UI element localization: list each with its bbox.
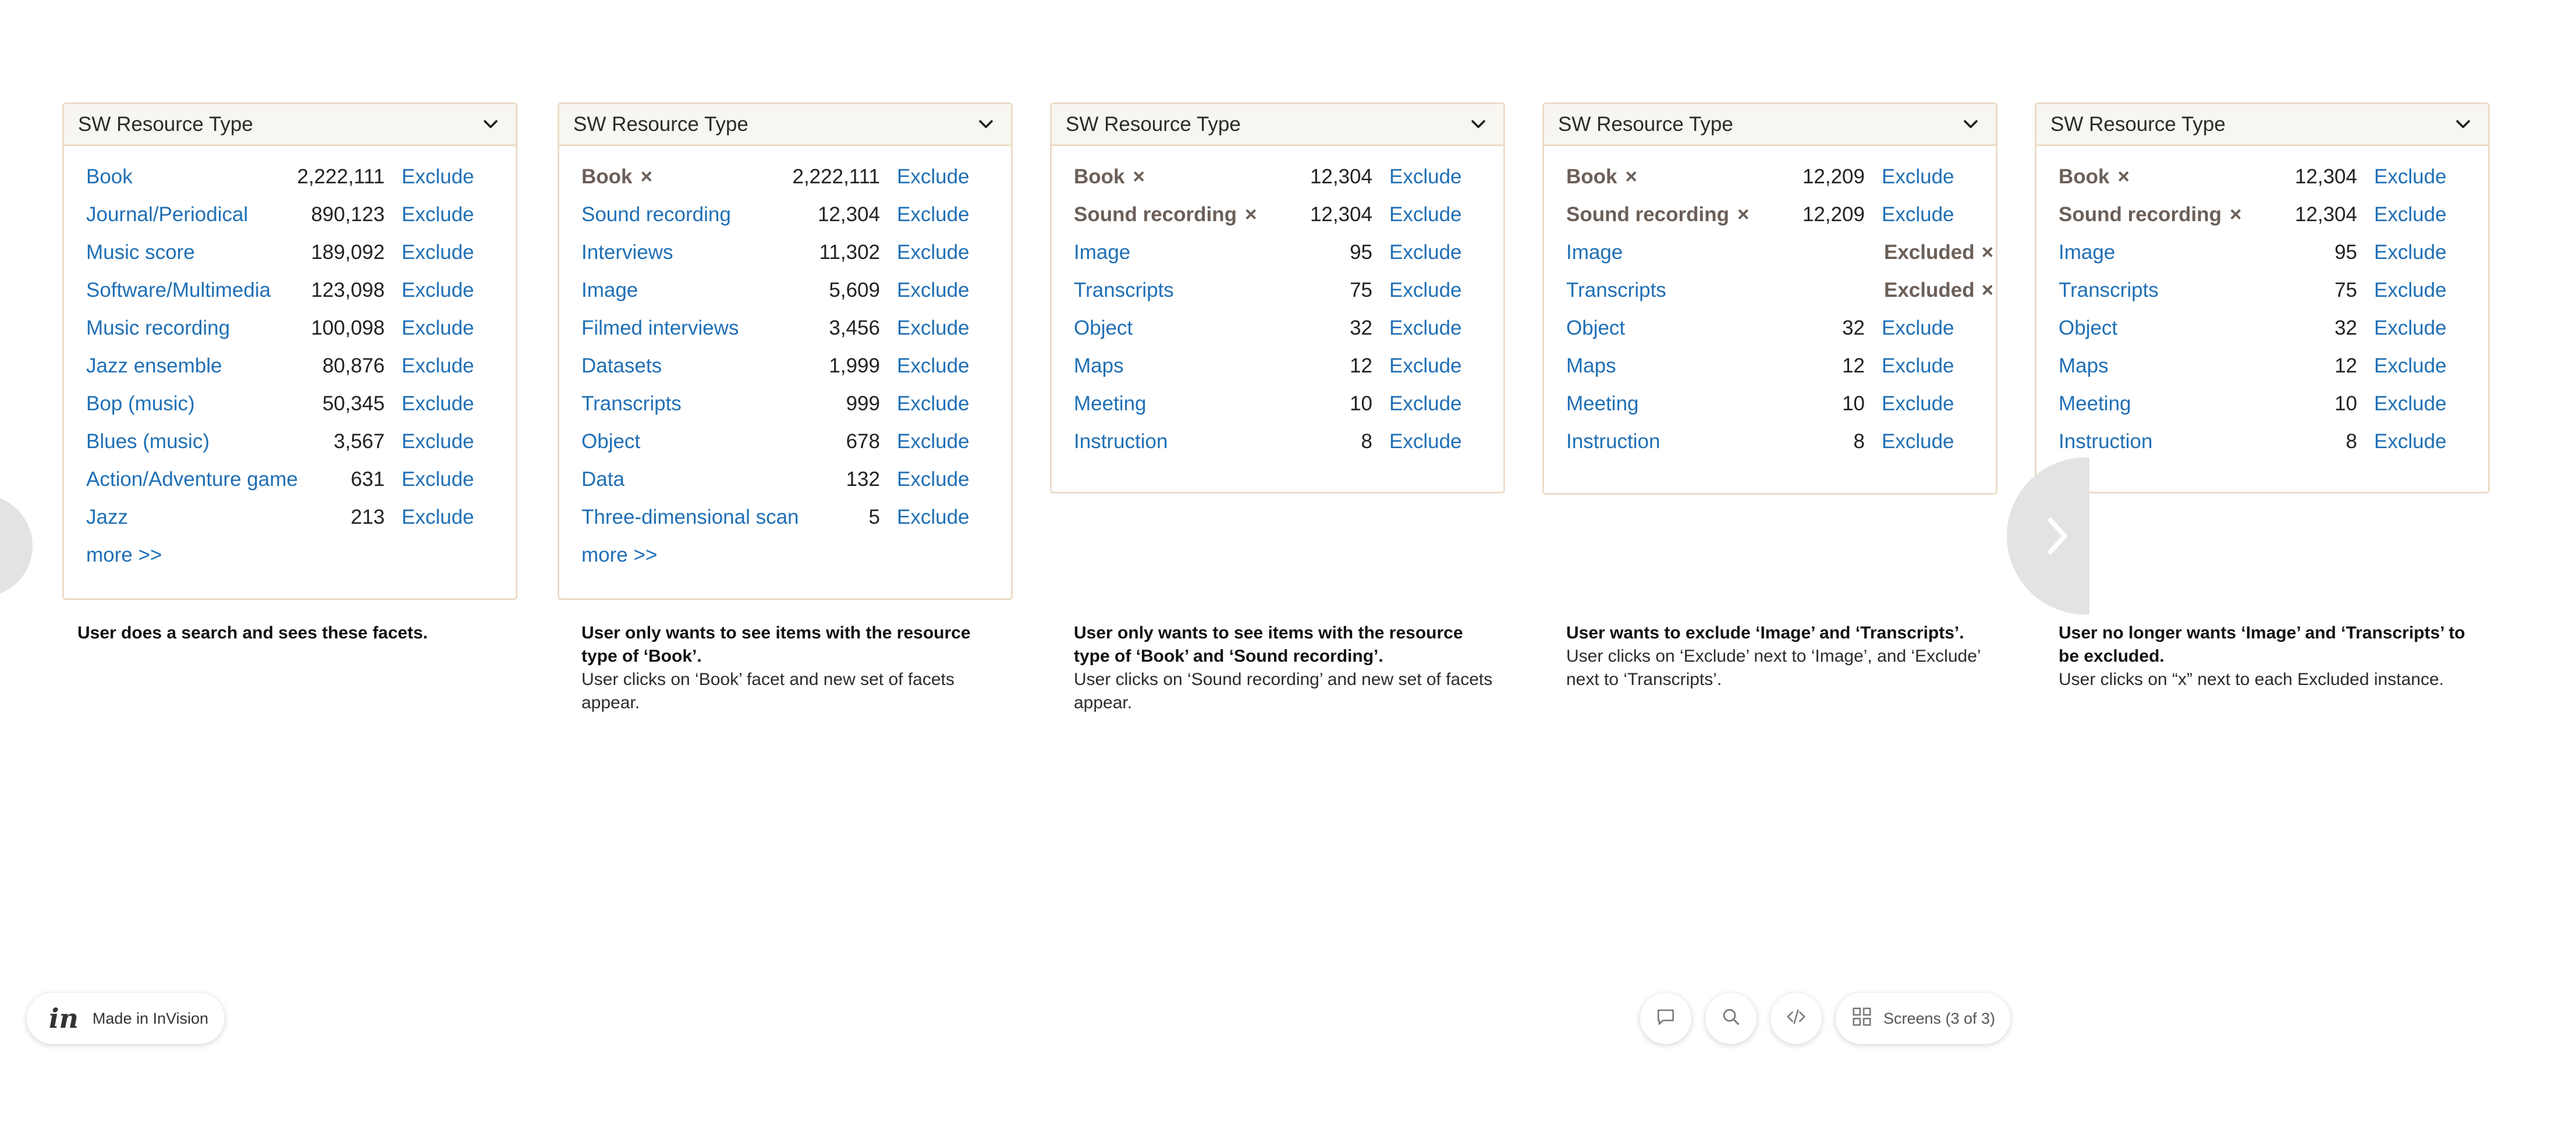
facet-link[interactable]: Datasets — [581, 354, 662, 377]
exclude-link[interactable]: Exclude — [402, 505, 474, 528]
caption-text: User clicks on “x” next to each Excluded instance. — [2059, 670, 2444, 689]
exclude-link[interactable]: Exclude — [1389, 354, 1462, 377]
caption-title: User no longer wants ‘Image’ and ‘Transcripts’ to be excluded. — [2059, 623, 2465, 666]
exclude-link[interactable]: Exclude — [2374, 392, 2447, 415]
facet-label: Sound recording — [1074, 203, 1237, 226]
exclude-link[interactable]: Exclude — [1882, 165, 1954, 188]
facet-count: 12,209 — [1802, 203, 1865, 226]
facet-link[interactable]: Data — [581, 467, 625, 491]
caption-text: User clicks on ‘Sound recording’ and new set of facets appear. — [1074, 670, 1493, 712]
facet-row — [559, 385, 1011, 423]
facet-row — [559, 460, 1011, 498]
facet-link[interactable]: Image — [581, 278, 638, 301]
excluded-label: Excluded — [1884, 278, 1975, 301]
facet-count: 10 — [2334, 392, 2357, 415]
exclude-link[interactable]: Exclude — [897, 467, 970, 491]
facet-row — [64, 158, 516, 196]
panel-title: SW Resource Type — [2050, 112, 2226, 136]
excluded-status — [1884, 279, 1993, 302]
exclude-link[interactable]: Exclude — [2374, 240, 2447, 264]
exclude-link[interactable]: Exclude — [402, 354, 474, 377]
facet-panel-5 — [2035, 102, 2490, 494]
facet-row — [1544, 233, 1996, 271]
facet-row — [1544, 385, 1996, 423]
chevron-down-icon[interactable] — [1467, 113, 1489, 136]
exclude-link[interactable]: Exclude — [897, 165, 970, 188]
facet-row — [64, 460, 516, 498]
facet-count: 8 — [2346, 429, 2357, 453]
facet-link[interactable]: Maps — [1566, 354, 1616, 377]
facet-list — [1052, 146, 1503, 460]
exclude-link[interactable]: Exclude — [402, 203, 474, 226]
facet-link[interactable]: Filmed interviews — [581, 316, 739, 339]
facet-count: 10 — [1350, 392, 1372, 415]
facet-row — [64, 385, 516, 423]
facet-row — [559, 347, 1011, 385]
facet-link[interactable]: Three-dimensional scan — [581, 505, 799, 528]
facet-count: 213 — [350, 505, 385, 528]
exclude-link[interactable]: Exclude — [1389, 240, 1462, 264]
chevron-right-icon — [2043, 516, 2072, 556]
facet-row — [1052, 347, 1503, 385]
facet-row — [559, 309, 1011, 347]
exclude-link[interactable]: Exclude — [2374, 165, 2447, 188]
facet-row — [559, 196, 1011, 233]
remove-icon[interactable]: × — [1737, 203, 1750, 226]
facet-row — [1544, 347, 1996, 385]
facet-row — [1052, 233, 1503, 271]
exclude-link[interactable]: Exclude — [2374, 316, 2447, 339]
facet-link[interactable]: Image — [1566, 240, 1623, 264]
exclude-link[interactable]: Exclude — [897, 316, 970, 339]
exclude-link[interactable]: Exclude — [402, 429, 474, 453]
facet-link[interactable]: Transcripts — [1566, 278, 1666, 301]
exclude-link[interactable]: Exclude — [2374, 354, 2447, 377]
facet-link[interactable]: Image — [1074, 240, 1131, 264]
facet-count: 132 — [846, 467, 880, 491]
facet-count: 189,092 — [311, 240, 385, 264]
facet-link[interactable]: Object — [1074, 316, 1133, 339]
facet-link[interactable]: Transcripts — [581, 392, 682, 415]
facet-count: 12,304 — [817, 203, 880, 226]
facet-row — [1052, 385, 1503, 423]
panel-header[interactable] — [559, 104, 1011, 146]
facet-link[interactable]: Music recording — [86, 316, 230, 339]
caption-4 — [1566, 622, 1991, 691]
facet-link[interactable]: Action/Adventure game — [86, 467, 298, 491]
facet-link[interactable]: Object — [581, 429, 641, 453]
panel-title: SW Resource Type — [573, 112, 748, 136]
facet-link[interactable]: Blues (music) — [86, 429, 210, 453]
selected-facet — [1074, 165, 1145, 189]
selected-facet — [1074, 203, 1257, 226]
facet-count: 75 — [1350, 278, 1372, 301]
facet-row — [1544, 158, 1996, 196]
chevron-down-icon[interactable] — [2452, 113, 2474, 136]
facet-link[interactable]: Meeting — [2059, 392, 2131, 415]
more-link[interactable]: more >> — [86, 543, 162, 566]
facet-count: 3,456 — [829, 316, 880, 339]
exclude-link[interactable]: Exclude — [1389, 316, 1462, 339]
facet-link[interactable]: Book — [86, 165, 133, 188]
facet-link[interactable]: Interviews — [581, 240, 673, 264]
next-screen-button[interactable] — [2007, 457, 2089, 615]
exclude-link[interactable]: Exclude — [897, 240, 970, 264]
exclude-link[interactable]: Exclude — [897, 354, 970, 377]
panel-header[interactable] — [1544, 104, 1996, 146]
panel-title: SW Resource Type — [78, 112, 253, 136]
facet-row — [64, 347, 516, 385]
exclude-link[interactable]: Exclude — [402, 467, 474, 491]
facet-link[interactable]: Bop (music) — [86, 392, 195, 415]
search-icon — [1720, 1006, 1742, 1032]
facet-panel-3 — [1050, 102, 1505, 494]
facet-link[interactable]: Jazz ensemble — [86, 354, 222, 377]
facet-list — [1544, 146, 1996, 460]
exclude-link[interactable]: Exclude — [1389, 278, 1462, 301]
facet-count: 12 — [2334, 354, 2357, 377]
facet-row — [2036, 196, 2488, 233]
facet-list — [559, 146, 1011, 574]
facet-panel-2 — [558, 102, 1013, 600]
caption-title: User only wants to see items with the resource type of ‘Book’ and ‘Sound recording’. — [1074, 623, 1463, 666]
facet-link[interactable]: Maps — [2059, 354, 2109, 377]
remove-icon[interactable]: × — [640, 165, 652, 188]
facet-count: 32 — [1350, 316, 1372, 339]
facet-row — [2036, 233, 2488, 271]
screens-button[interactable] — [1836, 993, 2010, 1044]
remove-icon[interactable]: × — [1625, 165, 1637, 188]
facet-count: 5 — [868, 505, 880, 528]
caption-1 — [77, 622, 502, 645]
facet-panel-4 — [1542, 102, 1997, 495]
facet-row — [1052, 196, 1503, 233]
badge-label: Made in InVision — [92, 1009, 209, 1027]
facet-row — [2036, 309, 2488, 347]
exclude-link[interactable]: Exclude — [1882, 392, 1954, 415]
facet-link[interactable]: Jazz — [86, 505, 128, 528]
facet-row — [559, 498, 1011, 536]
exclude-link[interactable]: Exclude — [402, 392, 474, 415]
facet-row — [1052, 158, 1503, 196]
facet-count: 32 — [2334, 316, 2357, 339]
facet-row — [64, 498, 516, 536]
screens-label: Screens (3 of 3) — [1883, 1009, 1996, 1027]
facet-row — [2036, 385, 2488, 423]
facet-count: 2,222,111 — [792, 165, 880, 188]
facet-row — [559, 233, 1011, 271]
exclude-link[interactable]: Exclude — [1389, 392, 1462, 415]
facet-count: 890,123 — [311, 203, 385, 226]
facet-label: Sound recording — [1566, 203, 1729, 226]
caption-text: User clicks on ‘Exclude’ next to ‘Image’, and ‘Exclude’ next to ‘Transcripts’. — [1566, 647, 1981, 689]
facet-row — [1544, 423, 1996, 460]
facet-panel-1 — [62, 102, 517, 600]
exclude-link[interactable]: Exclude — [2374, 278, 2447, 301]
facet-link[interactable]: Instruction — [1074, 429, 1168, 453]
exclude-link[interactable]: Exclude — [1389, 203, 1462, 226]
exclude-link[interactable]: Exclude — [1389, 165, 1462, 188]
facet-link[interactable]: Software/Multimedia — [86, 278, 271, 301]
facet-row — [2036, 158, 2488, 196]
facet-count: 95 — [1350, 240, 1372, 264]
facet-label: Book — [1566, 165, 1617, 188]
facet-count: 12,304 — [2294, 165, 2357, 188]
facet-link[interactable]: Instruction — [2059, 429, 2153, 453]
panel-header[interactable] — [2036, 104, 2488, 146]
exclude-link[interactable]: Exclude — [1882, 316, 1954, 339]
grid-icon — [1851, 1006, 1873, 1032]
caption-2 — [581, 622, 1006, 715]
exclude-link[interactable]: Exclude — [402, 240, 474, 264]
facet-label: Book — [2059, 165, 2110, 188]
selected-facet — [2059, 165, 2130, 189]
caption-3 — [1074, 622, 1499, 715]
exclude-link[interactable]: Exclude — [2374, 203, 2447, 226]
exclude-link[interactable]: Exclude — [897, 429, 970, 453]
chevron-down-icon[interactable] — [480, 113, 502, 136]
facet-count: 2,222,111 — [297, 165, 385, 188]
facet-row — [2036, 347, 2488, 385]
chevron-down-icon[interactable] — [975, 113, 997, 136]
remove-icon[interactable]: × — [2230, 203, 2242, 226]
remove-icon[interactable]: × — [1133, 165, 1145, 188]
facet-row — [64, 423, 516, 460]
exclude-link[interactable]: Exclude — [897, 505, 970, 528]
facet-count: 50,345 — [322, 392, 385, 415]
selected-facet — [2059, 203, 2241, 226]
facet-count: 12,304 — [1310, 203, 1372, 226]
caption-title: User only wants to see items with the resource type of ‘Book’. — [581, 623, 971, 666]
remove-icon[interactable]: × — [1245, 203, 1257, 226]
facet-count: 12,304 — [2294, 203, 2357, 226]
facet-link[interactable]: Maps — [1074, 354, 1124, 377]
invision-logo-icon: in — [49, 1003, 79, 1034]
facet-count: 80,876 — [322, 354, 385, 377]
panel-title: SW Resource Type — [1066, 112, 1241, 136]
facet-row — [1544, 196, 1996, 233]
made-in-invision-badge[interactable] — [27, 993, 225, 1044]
exclude-link[interactable]: Exclude — [402, 165, 474, 188]
more-row — [64, 536, 516, 574]
facet-count: 10 — [1842, 392, 1865, 415]
facet-row — [1544, 309, 1996, 347]
exclude-link[interactable]: Exclude — [1882, 429, 1954, 453]
exclude-link[interactable]: Exclude — [402, 278, 474, 301]
facet-row — [64, 271, 516, 309]
facet-count: 1,999 — [829, 354, 880, 377]
selected-facet — [1566, 165, 1637, 189]
exclude-link[interactable]: Exclude — [897, 203, 970, 226]
search-button[interactable] — [1705, 993, 1757, 1044]
facet-count: 8 — [1361, 429, 1372, 453]
more-link[interactable]: more >> — [581, 543, 658, 566]
facet-label: Book — [581, 165, 633, 188]
facet-link[interactable]: Object — [2059, 316, 2118, 339]
facet-row — [559, 271, 1011, 309]
facet-link[interactable]: Music score — [86, 240, 195, 264]
caption-5 — [2059, 622, 2483, 691]
comment-button[interactable] — [1640, 993, 1691, 1044]
facet-row — [1544, 271, 1996, 309]
facet-count: 11,302 — [819, 240, 880, 264]
chevron-down-icon[interactable] — [1960, 113, 1982, 136]
more-row — [559, 536, 1011, 574]
facet-list — [2036, 146, 2488, 460]
remove-exclusion-icon[interactable]: × — [1981, 240, 1994, 264]
facet-link[interactable]: Transcripts — [1074, 278, 1174, 301]
facet-count: 12,209 — [1802, 165, 1865, 188]
facet-row — [2036, 423, 2488, 460]
exclude-link[interactable]: Exclude — [1882, 354, 1954, 377]
facet-label: Book — [1074, 165, 1125, 188]
facet-count: 678 — [846, 429, 880, 453]
caption-title: User does a search and sees these facets. — [77, 623, 428, 643]
facet-row — [64, 309, 516, 347]
facet-count: 75 — [2334, 278, 2357, 301]
remove-icon[interactable]: × — [2117, 165, 2130, 188]
selected-facet — [581, 165, 652, 189]
facet-row — [64, 196, 516, 233]
facet-row — [2036, 271, 2488, 309]
caption-title: User wants to exclude ‘Image’ and ‘Transcripts’. — [1566, 623, 1964, 643]
code-icon — [1785, 1006, 1807, 1032]
panel-header[interactable] — [1052, 104, 1503, 146]
facet-link[interactable]: Instruction — [1566, 429, 1660, 453]
panel-title: SW Resource Type — [1558, 112, 1733, 136]
facet-count: 95 — [2334, 240, 2357, 264]
panel-header[interactable] — [64, 104, 516, 146]
facet-row — [1052, 423, 1503, 460]
facet-row — [559, 423, 1011, 460]
facet-row — [64, 233, 516, 271]
facet-count: 5,609 — [829, 278, 880, 301]
caption-text: User clicks on ‘Book’ facet and new set of facets appear. — [581, 670, 955, 712]
facet-list — [64, 146, 516, 574]
facet-count: 631 — [350, 467, 385, 491]
prev-screen-button[interactable] — [0, 495, 33, 597]
facet-count: 32 — [1842, 316, 1865, 339]
facet-count: 8 — [1853, 429, 1865, 453]
facet-count: 12,304 — [1310, 165, 1372, 188]
facet-row — [1052, 309, 1503, 347]
facet-count: 3,567 — [333, 429, 385, 453]
exclude-link[interactable]: Exclude — [402, 316, 474, 339]
facet-link[interactable]: Sound recording — [581, 203, 731, 226]
exclude-link[interactable]: Exclude — [897, 392, 970, 415]
facet-count: 999 — [846, 392, 880, 415]
excluded-status — [1884, 241, 1993, 264]
code-button[interactable] — [1770, 993, 1822, 1044]
facet-link[interactable]: Meeting — [1566, 392, 1639, 415]
facet-link[interactable]: Journal/Periodical — [86, 203, 249, 226]
facet-link[interactable]: Transcripts — [2059, 278, 2159, 301]
facet-link[interactable]: Object — [1566, 316, 1626, 339]
facet-count: 12 — [1350, 354, 1372, 377]
exclude-link[interactable]: Exclude — [897, 278, 970, 301]
excluded-label: Excluded — [1884, 240, 1975, 264]
facet-row — [1052, 271, 1503, 309]
facet-count: 100,098 — [311, 316, 385, 339]
exclude-link[interactable]: Exclude — [2374, 429, 2447, 453]
selected-facet — [1566, 203, 1749, 226]
facet-link[interactable]: Image — [2059, 240, 2116, 264]
facet-count: 123,098 — [311, 278, 385, 301]
comment-icon — [1655, 1006, 1677, 1032]
remove-exclusion-icon[interactable]: × — [1981, 278, 1994, 301]
facet-label: Sound recording — [2059, 203, 2222, 226]
facet-row — [559, 158, 1011, 196]
exclude-link[interactable]: Exclude — [1389, 429, 1462, 453]
facet-link[interactable]: Meeting — [1074, 392, 1147, 415]
facet-count: 12 — [1842, 354, 1865, 377]
exclude-link[interactable]: Exclude — [1882, 203, 1954, 226]
